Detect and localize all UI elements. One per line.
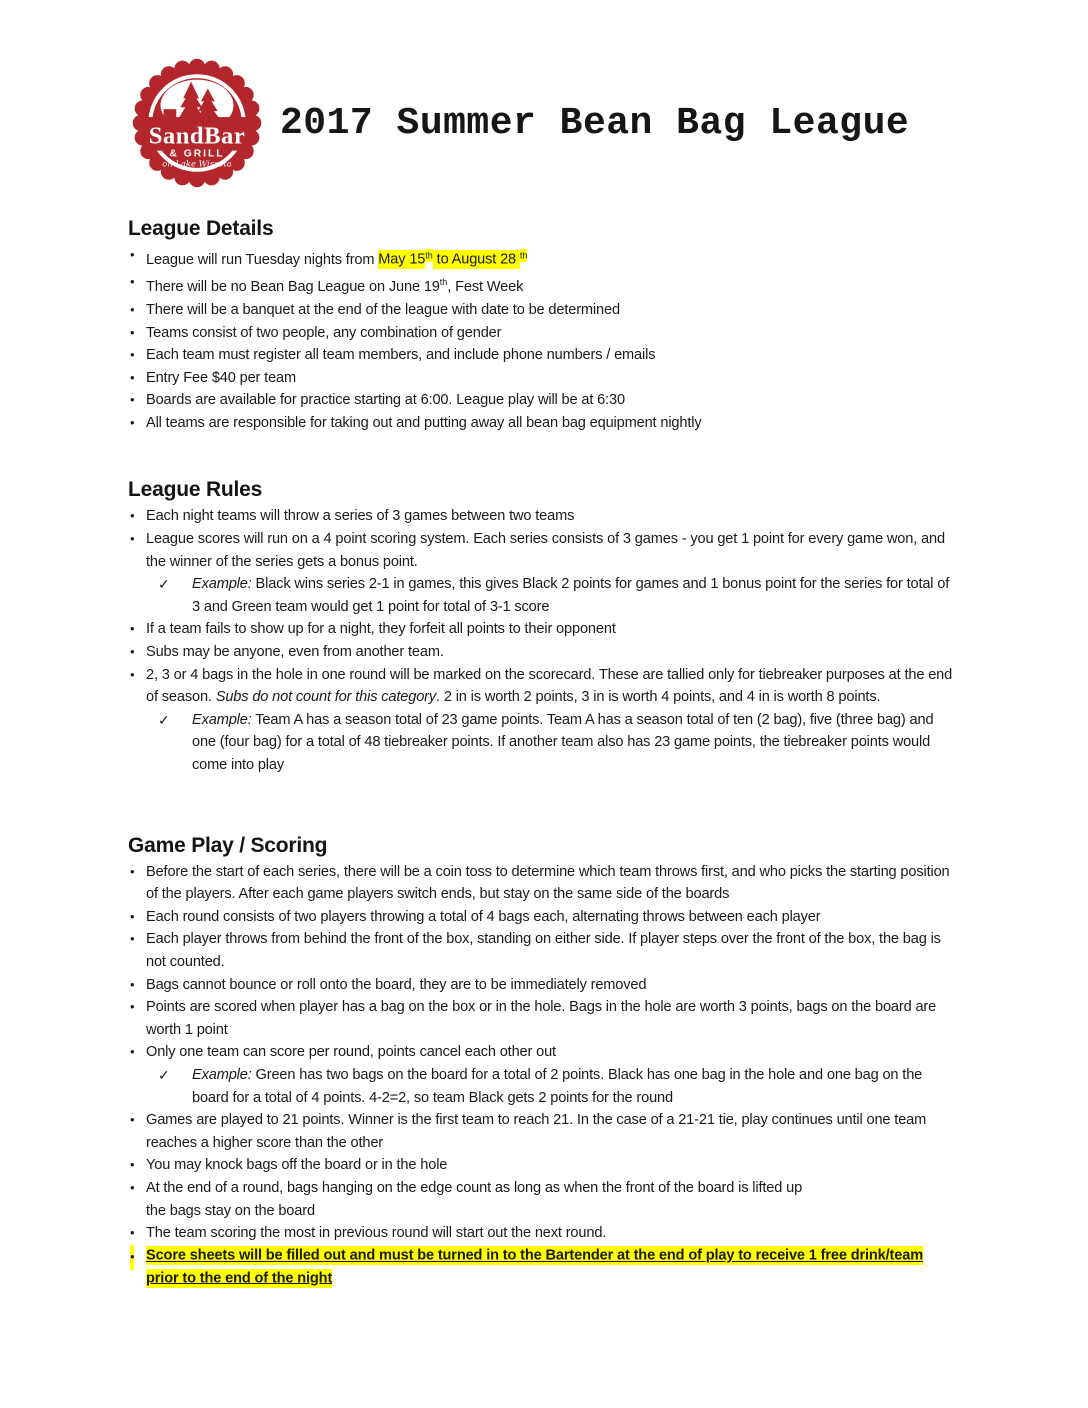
bullet-item xyxy=(128,618,958,641)
bullet-item xyxy=(128,244,958,271)
section-heading: League Details xyxy=(128,217,274,240)
bullet-item xyxy=(128,528,958,573)
text-segment: Before the start of each series, there will be a coin toss to determine which team throws first, and who picks the starting position of the players. After each game players switch ends, but stay on the same side of the boards xyxy=(146,863,950,903)
bullet-item xyxy=(128,299,958,322)
text-segment: 2, 3 or 4 bags in the hole in one round will be marked on the scorecard. These are tallied only for tiebreaker purposes at the end of season. xyxy=(146,666,953,706)
text-segment: Boards are available for practice starting at 6:00. League play will be at 6:30 xyxy=(146,392,625,409)
text-segment: The team scoring the most in previous round will start out the next round. xyxy=(146,1225,607,1242)
text-segment: Teams consist of two people, any combination of gender xyxy=(146,324,502,341)
bullet-list xyxy=(128,505,958,776)
bullet-item xyxy=(128,974,958,997)
text-segment: to August 28 xyxy=(432,251,520,268)
document-body xyxy=(128,217,958,1290)
bullet-icon: • xyxy=(130,324,135,340)
text-segment: Points are scored when player has a bag on the box or in the hole. Bags in the hole are worth 3 points, bags on the board are worth 1 point xyxy=(146,999,937,1038)
text-segment: Subs do not count for this category xyxy=(215,689,437,706)
bullet-icon: • xyxy=(130,1044,135,1060)
bullet-list xyxy=(128,244,958,434)
text-segment: There will be a banquet at the end of the league with date to be determined xyxy=(146,301,620,318)
bullet-icon: • xyxy=(130,621,135,637)
text-segment: Each night teams will throw a series of 3 games between two teams xyxy=(146,508,575,525)
bullet-item xyxy=(128,1154,958,1177)
bullet-icon: • xyxy=(130,392,135,408)
bullet-icon: • xyxy=(130,274,135,290)
bullet-item xyxy=(128,1177,958,1222)
bullet-icon: • xyxy=(130,863,135,879)
text-segment: League will run Tuesday nights from xyxy=(146,251,379,268)
text-segment: Team A has a season total of 23 game points. Team A has a season total of ten (2 bag), five (three bag) and one (four bag) for a total of 48 tiebreaker points. If another team also has 23 game points, the tiebreaker points would come into play xyxy=(192,711,934,773)
text-segment: Each player throws from behind the front of the box, standing on either side. If player steps over the front of the box, the bag is not counted. xyxy=(146,931,941,970)
text-segment: th xyxy=(519,250,528,260)
text-segment: Example: xyxy=(192,711,252,728)
bullet-icon: • xyxy=(130,1112,135,1128)
bullet-item xyxy=(128,1041,958,1064)
text-segment: Subs may be anyone, even from another team. xyxy=(146,644,444,661)
text-segment: Score sheets will be filled out and must be turned in to the Bartender at the end of play to receive 1 free drink/team prior to the end of the night xyxy=(146,1247,924,1287)
text-segment: Green has two bags on the board for a total of 2 points. Black has one bag in the hole and one bag on the board for a total of 4 points. 4-2=2, so team Black gets 2 points for the round xyxy=(192,1066,923,1106)
check-icon: ✓ xyxy=(158,711,170,728)
text-segment: Games are played to 21 points. Winner is the first team to reach 21. In the case of a 21-21 tie, play continues until one team reaches a higher score than the other xyxy=(146,1112,927,1151)
text-segment: All teams are responsible for taking out and putting away all bean bag equipment nightly xyxy=(146,414,702,431)
bullet-item xyxy=(128,1109,958,1154)
text-segment: Example: xyxy=(192,576,252,593)
check-icon: ✓ xyxy=(158,1066,170,1083)
bullet-item xyxy=(128,412,958,435)
bullet-icon: • xyxy=(130,347,135,363)
bullet-icon: • xyxy=(130,1245,134,1271)
bullet-item xyxy=(128,367,958,390)
bullet-icon: • xyxy=(130,644,135,660)
bullet-item xyxy=(128,861,958,906)
text-segment: the bags stay on the board xyxy=(146,1202,315,1219)
section-heading: League Rules xyxy=(128,478,263,502)
document-header xyxy=(128,54,958,192)
bullet-item xyxy=(128,906,958,929)
bullet-item xyxy=(128,928,958,973)
logo-grill-text: & GRILL xyxy=(169,148,225,160)
text-segment: League scores will run on a 4 point scoring system. Each series consists of 3 games - you get 1 point for every game won, and the winner of the series gets a bonus point. xyxy=(146,531,945,570)
bullet-icon: • xyxy=(130,999,135,1015)
text-segment: May 15 xyxy=(378,251,426,268)
bullet-icon: • xyxy=(130,931,135,947)
bullet-icon: • xyxy=(130,666,135,682)
section-game-play-scoring xyxy=(128,834,958,1290)
text-segment: At the end of a round, bags hanging on the edge count as long as when the front of the board is lifted up xyxy=(146,1179,803,1196)
section-league-rules xyxy=(128,478,958,776)
check-item xyxy=(128,1064,958,1109)
bullet-item xyxy=(128,641,958,664)
check-item xyxy=(128,709,958,777)
bullet-item xyxy=(128,1222,958,1245)
bullet-list xyxy=(128,861,958,1290)
bullet-icon: • xyxy=(130,976,135,992)
section-heading: Game Play / Scoring xyxy=(128,833,328,857)
text-segment: Example: xyxy=(192,1066,252,1083)
bullet-item xyxy=(128,996,958,1041)
sandbar-grill-logo xyxy=(128,54,266,192)
bullet-item xyxy=(128,505,958,528)
bullet-item xyxy=(128,389,958,412)
text-segment: Entry Fee $40 per team xyxy=(146,369,297,386)
text-segment: There will be no Bean Bag League on June 19 xyxy=(146,279,440,296)
bullet-icon: • xyxy=(130,1225,135,1241)
logo-brand-text: SandBar xyxy=(148,122,246,150)
page-title: 2017 Summer Bean Bag League xyxy=(280,101,910,145)
bullet-item xyxy=(128,1245,958,1290)
bullet-icon: • xyxy=(130,369,135,385)
text-segment: You may knock bags off the board or in the hole xyxy=(146,1157,448,1174)
logo-lake-text: on Lake Wissota xyxy=(162,158,232,169)
bullet-item xyxy=(128,322,958,345)
text-segment: Bags cannot bounce or roll onto the board, they are to be immediately removed xyxy=(146,976,647,993)
bullet-icon: • xyxy=(130,414,135,430)
bullet-item xyxy=(128,664,958,709)
text-segment: If a team fails to show up for a night, they forfeit all points to their opponent xyxy=(146,621,616,638)
text-segment: Each round consists of two players throwing a total of 4 bags each, alternating throws between each player xyxy=(146,908,821,925)
text-segment: . 2 in is worth 2 points, 3 in is worth 4 points, and 4 in is worth 8 points. xyxy=(436,689,881,706)
text-segment: th xyxy=(425,250,433,260)
text-segment: Only one team can score per round, points cancel each other out xyxy=(146,1044,556,1061)
text-segment: Black wins series 2-1 in games, this gives Black 2 points for games and 1 bonus point for the series for total of 3 and Green team would get 1 point for total of 3-1 score xyxy=(192,576,950,615)
text-segment: , Fest Week xyxy=(447,279,524,296)
bullet-icon: • xyxy=(130,247,135,262)
bullet-icon: • xyxy=(130,908,135,924)
check-item xyxy=(128,573,958,618)
bullet-icon: • xyxy=(130,531,135,547)
text-segment: th xyxy=(439,277,448,288)
bullet-icon: • xyxy=(130,1157,135,1173)
text-segment: Each team must register all team members, and include phone numbers / emails xyxy=(146,347,656,364)
check-icon: ✓ xyxy=(158,576,170,593)
section-league-details xyxy=(128,217,958,434)
bullet-item xyxy=(128,344,958,367)
bullet-icon: • xyxy=(130,1179,135,1195)
bullet-icon: • xyxy=(130,508,135,524)
bullet-item xyxy=(128,271,958,298)
bullet-icon: • xyxy=(130,301,135,317)
